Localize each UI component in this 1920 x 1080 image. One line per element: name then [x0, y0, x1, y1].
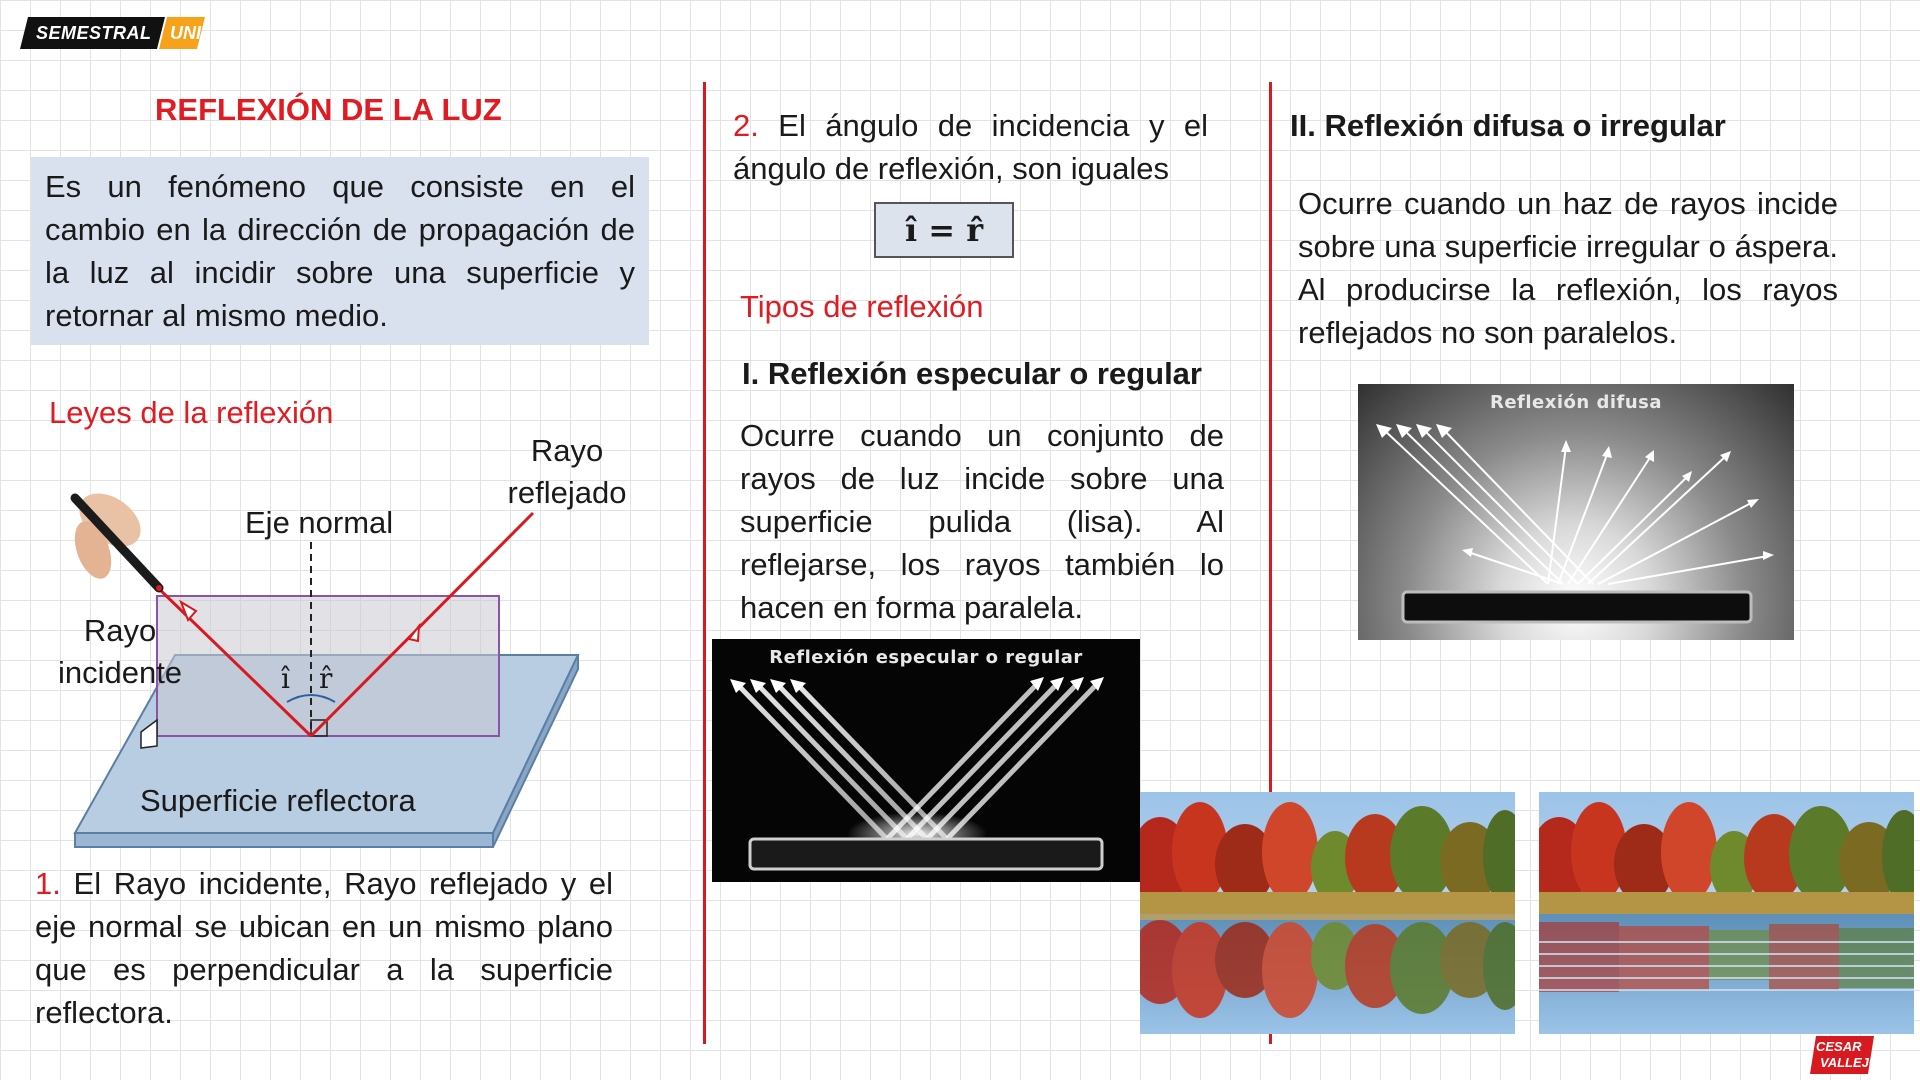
- logo-text-uni: UNI: [170, 23, 201, 43]
- specular-rays-illustration: [712, 639, 1140, 882]
- formula-text: î = r̂: [904, 211, 984, 249]
- lake-photo-diffuse: [1539, 792, 1914, 1034]
- diffuse-reflection-image: [1358, 384, 1794, 640]
- label-reflected-ray-line1: Rayo: [530, 433, 604, 468]
- specular-heading: I. Reflexión especular o regular: [742, 356, 1202, 391]
- law1-text: El Rayo incidente, Rayo reflejado y el eje normal se ubican en un mismo plano que es perpendicular a la superficie reflectora.: [35, 866, 613, 1030]
- logo-line2: VALLEJO: [1820, 1055, 1879, 1070]
- specular-reflection-image: [712, 639, 1140, 882]
- lake-photo-specular: [1140, 792, 1515, 1034]
- law2-number: 2.: [733, 108, 759, 143]
- diffuse-heading: II. Reflexión difusa o irregular: [1290, 108, 1726, 143]
- label-incident-ray-line2: incidente: [57, 655, 183, 690]
- divider-left: [703, 82, 706, 1044]
- label-reflected-ray: [497, 430, 637, 514]
- label-incident-ray-line1: Rayo: [83, 613, 157, 648]
- definition-box: [31, 157, 649, 345]
- law1-paragraph: [35, 862, 613, 1034]
- specular-image-title: Reflexión especular o regular: [769, 647, 1083, 668]
- cesar-vallejo-logo: [1810, 1036, 1879, 1074]
- laser-pointer-hand-icon: [68, 482, 162, 591]
- laws-title: Leyes de la reflexión: [49, 395, 334, 430]
- page-title: REFLEXIÓN DE LA LUZ: [155, 92, 502, 127]
- law2-text: El ángulo de incidencia y el ángulo de reflexión, son iguales: [733, 108, 1208, 186]
- law2-paragraph: [733, 104, 1208, 190]
- label-angle-i: î: [281, 662, 290, 695]
- label-incident-ray: [55, 610, 185, 694]
- label-surface: Superficie reflectora: [140, 783, 416, 818]
- label-normal-axis: Eje normal: [245, 505, 394, 540]
- specular-paragraph: Ocurre cuando un conjunto de rayos de luz incide sobre una superficie pulida (lisa). Al reflejarse, los rayos también lo hacen en forma paralela.: [740, 418, 1224, 625]
- semestral-logo: [20, 17, 205, 49]
- reflection-diagram: [55, 430, 655, 850]
- diffuse-rays-illustration: [1358, 384, 1794, 640]
- label-reflected-ray-line2: reflejado: [507, 475, 627, 510]
- definition-text: Es un fenómeno que consiste en el cambio en la dirección de propagación de la luz al incidir sobre una superficie y retornar al mismo medio.: [45, 169, 635, 333]
- types-title: Tipos de reflexión: [740, 289, 984, 324]
- formula-box: [874, 202, 1014, 258]
- label-angle-r: r̂: [319, 662, 333, 695]
- diffuse-paragraph: Ocurre cuando un haz de rayos incide sobre una superficie irregular o áspera. Al producirse la reflexión, los rayos reflejados no son paralelos.: [1298, 186, 1838, 350]
- diffuse-image-title: Reflexión difusa: [1489, 392, 1663, 413]
- law1-number: 1.: [35, 866, 61, 901]
- logo-text-semestral: SEMESTRAL: [36, 23, 152, 43]
- logo-line1: CESAR: [1816, 1039, 1862, 1054]
